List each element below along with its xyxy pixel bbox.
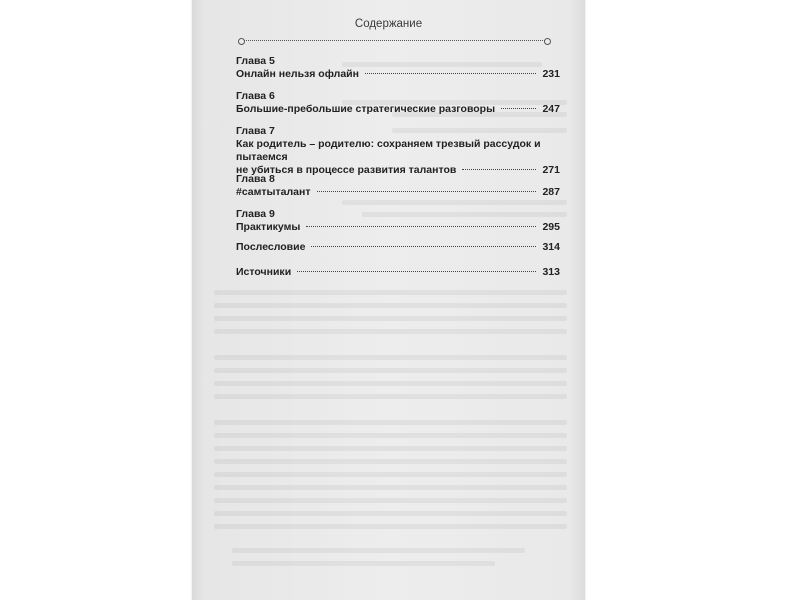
show-through-line <box>214 485 567 490</box>
show-through-line <box>342 200 567 205</box>
dot-leader <box>297 271 536 272</box>
show-through-line <box>214 303 567 308</box>
toc-title-row <box>236 68 560 81</box>
header-divider <box>238 38 551 44</box>
toc-title-row <box>236 241 560 254</box>
toc-title-row <box>236 266 560 279</box>
show-through-line <box>232 561 495 566</box>
toc-entry <box>236 241 560 254</box>
chapter-title: Онлайн нельзя офлайн <box>236 68 359 80</box>
page-number: 247 <box>542 103 560 115</box>
toc-entry <box>236 125 560 177</box>
toc-title-row <box>236 186 560 199</box>
show-through-line <box>214 459 567 464</box>
show-through-line <box>232 548 525 553</box>
chapter-label: Глава 9 <box>236 208 275 220</box>
show-through-line <box>214 394 567 399</box>
toc-entry <box>236 266 560 279</box>
chapter-label: Глава 5 <box>236 55 275 67</box>
page-header: Содержание <box>354 18 423 30</box>
divider-line <box>244 40 545 41</box>
divider-dot-right <box>544 38 551 45</box>
show-through-line <box>214 472 567 477</box>
chapter-title: Практикумы <box>236 221 301 233</box>
chapter-title: Большие-пребольшие стратегические разговоры <box>236 103 496 115</box>
show-through-line <box>214 290 567 295</box>
section-title: Послесловие <box>236 241 306 253</box>
show-through-line <box>214 368 567 373</box>
toc-entry <box>236 173 560 199</box>
chapter-title-line-2: не убиться в процессе развития талантов <box>236 164 457 176</box>
chapter-title: #самтыталант <box>236 186 311 198</box>
page-number: 231 <box>542 68 560 80</box>
show-through-line <box>214 329 567 334</box>
chapter-label: Глава 8 <box>236 173 275 185</box>
toc-entry <box>236 208 560 234</box>
chapter-label: Глава 6 <box>236 90 275 102</box>
show-through-line <box>214 433 567 438</box>
dot-leader <box>311 246 536 247</box>
toc-entry <box>236 55 560 81</box>
show-through-line <box>214 446 567 451</box>
dot-leader <box>317 191 537 192</box>
page-number: 295 <box>542 221 560 233</box>
toc-title-row <box>236 221 560 234</box>
dot-leader <box>306 226 536 227</box>
section-title: Источники <box>236 266 292 278</box>
book-page <box>192 0 585 600</box>
page-number: 313 <box>542 266 560 278</box>
chapter-label: Глава 7 <box>236 125 275 137</box>
show-through-line <box>214 498 567 503</box>
toc-title-row <box>236 103 560 116</box>
show-through-line <box>214 381 567 386</box>
page-number: 314 <box>542 241 560 253</box>
show-through-line <box>214 355 567 360</box>
show-through-line <box>214 511 567 516</box>
chapter-title-line-1: Как родитель – родителю: сохраняем трезвый рассудок и пытаемся <box>236 138 541 163</box>
show-through-line <box>214 316 567 321</box>
dot-leader <box>365 73 537 74</box>
show-through-line <box>214 420 567 425</box>
dot-leader <box>501 108 536 109</box>
page-number: 287 <box>542 186 560 198</box>
toc-entry <box>236 90 560 116</box>
page-number: 271 <box>542 164 560 176</box>
dot-leader <box>462 169 536 170</box>
show-through-line <box>214 524 567 529</box>
